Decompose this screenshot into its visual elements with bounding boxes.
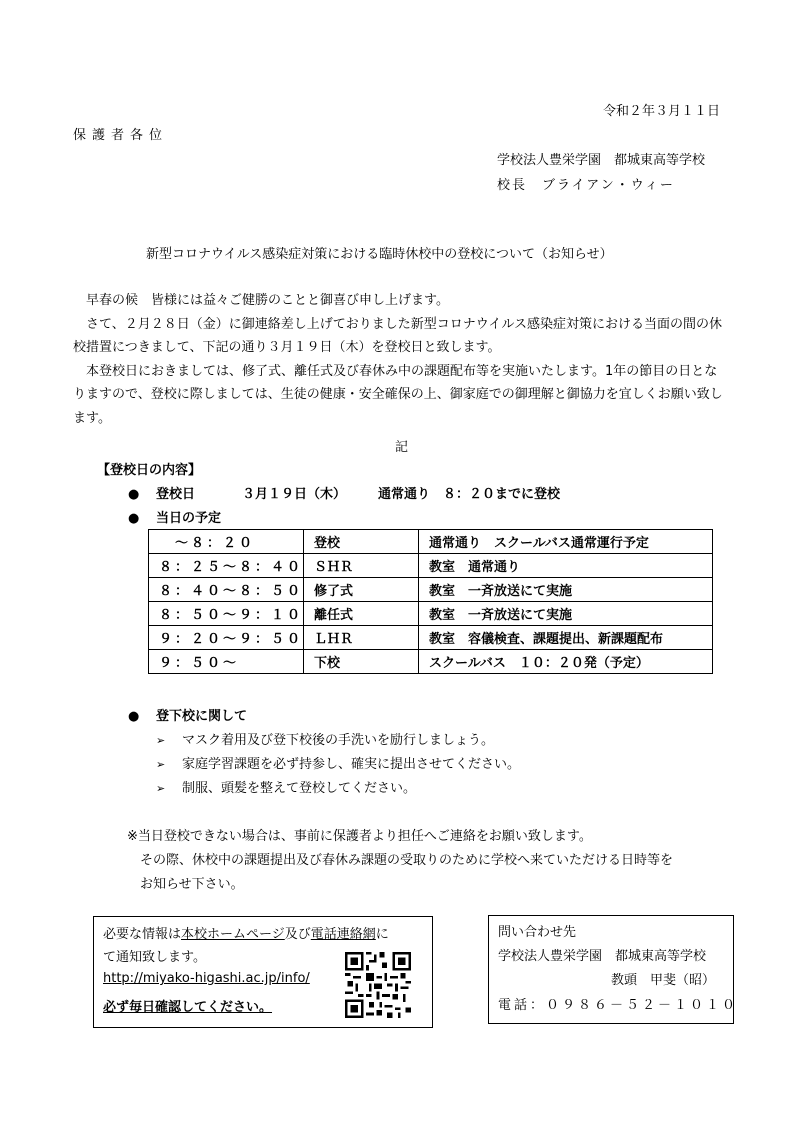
note-cell: 教室 容儀検査、課題提出、新課題配布	[419, 626, 713, 650]
daily-check-emphasis: 必ず毎日確認してください。	[103, 1000, 273, 1015]
info-line-2: て通知致します。	[103, 950, 206, 965]
bullet-commute	[128, 705, 247, 724]
note-cell: 教室 一斉放送にて実施	[419, 578, 713, 602]
homepage-link[interactable]: 本校ホームページ	[181, 927, 285, 942]
event-cell: 修了式	[304, 578, 419, 602]
bullet-dot: ●	[128, 487, 140, 502]
announcement-paragraph: さて、２月２８日（金）に御連絡差し上げておりました新型コロナウイルス感染症対策における当面の間の休校措置につきまして、下記の通り３月１９日（木）を登校日と致します。	[73, 316, 722, 355]
contact-phone: 電話：０９８６－５２－１０１０	[498, 998, 739, 1013]
greeting-paragraph: 早春の候 皆様には益々ご健勝のことと御喜び申し上げます。	[86, 293, 449, 308]
document-date: 令和２年３月１１日	[602, 104, 720, 119]
time-cell: ８：５０～９：１０	[149, 602, 304, 626]
note-cell: スクールバス １０：２０発（予定）	[419, 650, 713, 674]
contact-organization: 学校法人豊栄学園 都城東高等学校	[498, 949, 707, 964]
phone-network-link[interactable]: 電話連絡網	[310, 927, 376, 942]
time-cell: ８：４０～８：５０	[149, 578, 304, 602]
info-line-1: 必要な情報は本校ホームページ及び電話連絡網に	[103, 927, 389, 942]
sub-item-text: マスク着用及び登下校後の手洗いを励行しましょう。	[182, 733, 495, 748]
time-cell: ８：２５～８：４０	[149, 554, 304, 578]
qr-code-icon[interactable]	[345, 952, 411, 1018]
bullet-label: 当日の予定	[156, 511, 222, 526]
event-cell: ＬＨＲ	[304, 626, 419, 650]
table-row	[149, 602, 713, 626]
arrow-icon: ➢	[156, 758, 166, 771]
event-cell: 下校	[304, 650, 419, 674]
addressee: 保護者各位	[73, 128, 169, 143]
schedule-table	[148, 529, 713, 674]
sub-item-text: 家庭学習課題を必ず持参し、確実に提出させてください。	[182, 757, 521, 772]
ki-heading: 記	[395, 440, 409, 455]
table-row	[149, 578, 713, 602]
event-cell: 登校	[304, 530, 419, 554]
bullet-detail: 通常通り ８：２０までに登校	[378, 487, 561, 502]
sender-organization: 学校法人豊栄学園 都城東高等学校	[497, 153, 706, 168]
arrow-icon: ➢	[156, 782, 166, 795]
event-cell: ＳＨＲ	[304, 554, 419, 578]
sub-item-mask	[156, 729, 494, 748]
table-row	[149, 554, 713, 578]
info-url-link[interactable]: http://miyako-higashi.ac.jp/info/	[103, 971, 310, 986]
bullet-school-day	[128, 483, 560, 502]
body-text	[73, 289, 723, 430]
table-row	[149, 650, 713, 674]
sub-item-uniform	[156, 777, 416, 796]
table-row	[149, 626, 713, 650]
document-title: 新型コロナウイルス感染症対策における臨時休校中の登校について（お知らせ）	[146, 247, 613, 262]
time-cell: ～８：２０	[149, 530, 304, 554]
contact-title: 問い合わせ先	[498, 925, 577, 940]
details-paragraph: 本登校日におきましては、修了式、離任式及び春休み中の課題配布等を実施いたします。1年の節目の日となりますので、登校に際しましては、生徒の健康・安全確保の上、御家庭での御理解と御協力を宜しくお願い致します。	[73, 363, 723, 426]
bullet-label: 登下校に関して	[156, 709, 248, 724]
bullet-schedule	[128, 507, 221, 526]
bullet-date: ３月１９日（木）	[242, 487, 347, 502]
note-cell: 通常通り スクールバス通常運行予定	[419, 530, 713, 554]
table-row	[149, 530, 713, 554]
contact-box	[488, 915, 739, 1024]
contact-person: 教頭 甲斐（昭）	[611, 973, 716, 988]
sender-name: 校長 ブライアン・ウィー	[497, 178, 675, 193]
absence-note-detail: その際、休校中の課題提出及び春休み課題の受取りのために学校へ来ていただける日時等を	[140, 853, 674, 868]
bullet-dot: ●	[128, 709, 140, 724]
note-cell: 教室 通常通り	[419, 554, 713, 578]
info-box	[93, 916, 433, 1028]
event-cell: 離任式	[304, 602, 419, 626]
section-title: 【登校日の内容】	[97, 463, 202, 478]
time-cell: ９：２０～９：５０	[149, 626, 304, 650]
absence-note-end: お知らせ下さい。	[140, 877, 244, 892]
sub-item-homework	[156, 753, 520, 772]
absence-note: ※当日登校できない場合は、事前に保護者より担任へご連絡をお願い致します。	[127, 829, 592, 844]
time-cell: ９：５０～	[149, 650, 304, 674]
bullet-label: 登校日	[156, 487, 196, 502]
note-cell: 教室 一斉放送にて実施	[419, 602, 713, 626]
sub-item-text: 制服、頭髪を整えて登校してください。	[182, 781, 417, 796]
bullet-dot: ●	[128, 511, 140, 526]
arrow-icon: ➢	[156, 734, 166, 747]
